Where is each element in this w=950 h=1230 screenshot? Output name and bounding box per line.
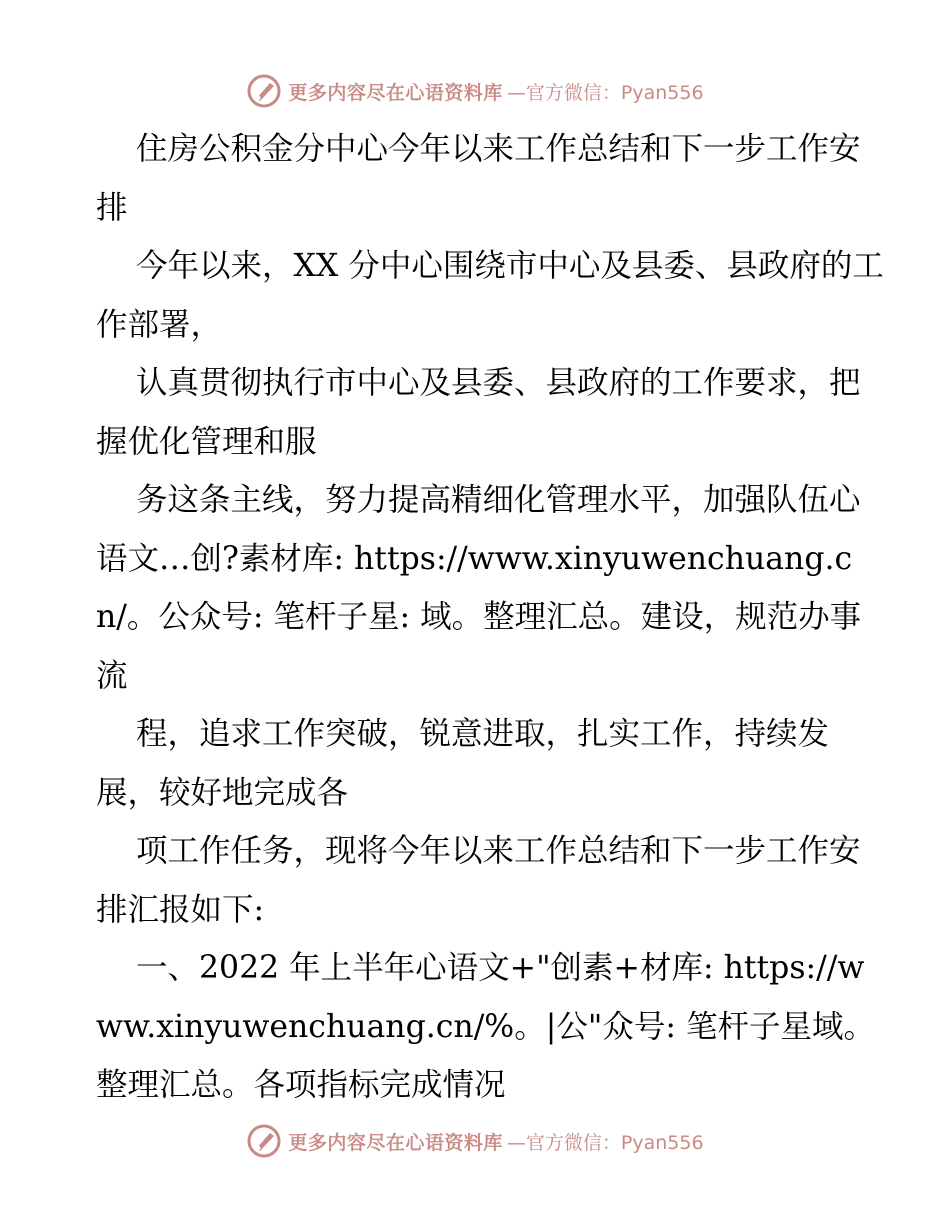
header-banner-text: 更多内容尽在心语资料库 [288, 81, 503, 104]
pen-logo-icon [246, 73, 282, 109]
footer-watermark-banner [0, 1121, 950, 1161]
document-body [96, 120, 886, 1115]
paragraph: 程，追求工作突破，锐意进取，扎实工作，持续发展，较好地完成各 [96, 716, 830, 811]
header-banner-contact: —官方微信：Pyan556 [506, 81, 704, 104]
paragraph: 认真贯彻执行市中心及县委、县政府的工作要求，把握优化管理和服 [96, 365, 861, 460]
paragraph: 项工作任务，现将今年以来工作总结和下一步工作安排汇报如下: [96, 833, 861, 928]
paragraph: 今年以来，XX 分中心围绕市中心及县委、县政府的工作部署， [96, 248, 884, 343]
paragraph: 一、2022 年上半年心语文+"创素+材库: https://www.xinyuwenchuang.cn/%。|公"众号: 笔杆子星域。整理汇总。各项指标完成情况 [96, 950, 875, 1103]
header-watermark-banner [0, 71, 950, 111]
footer-banner-contact: —官方微信：Pyan556 [506, 1131, 704, 1154]
paragraph: 务这条主线，努力提高精细化管理水平，加强队伍心语文…创?素材库: https://www.xinyuwenchuang.cn/。公众号: 笔杆子星: 域。整理汇总。建设，规范办事流 [96, 482, 862, 694]
footer-banner-text: 更多内容尽在心语资料库 [288, 1131, 503, 1154]
pen-logo-icon [246, 1123, 282, 1159]
paragraph-title: 住房公积金分中心今年以来工作总结和下一步工作安排 [96, 131, 861, 226]
